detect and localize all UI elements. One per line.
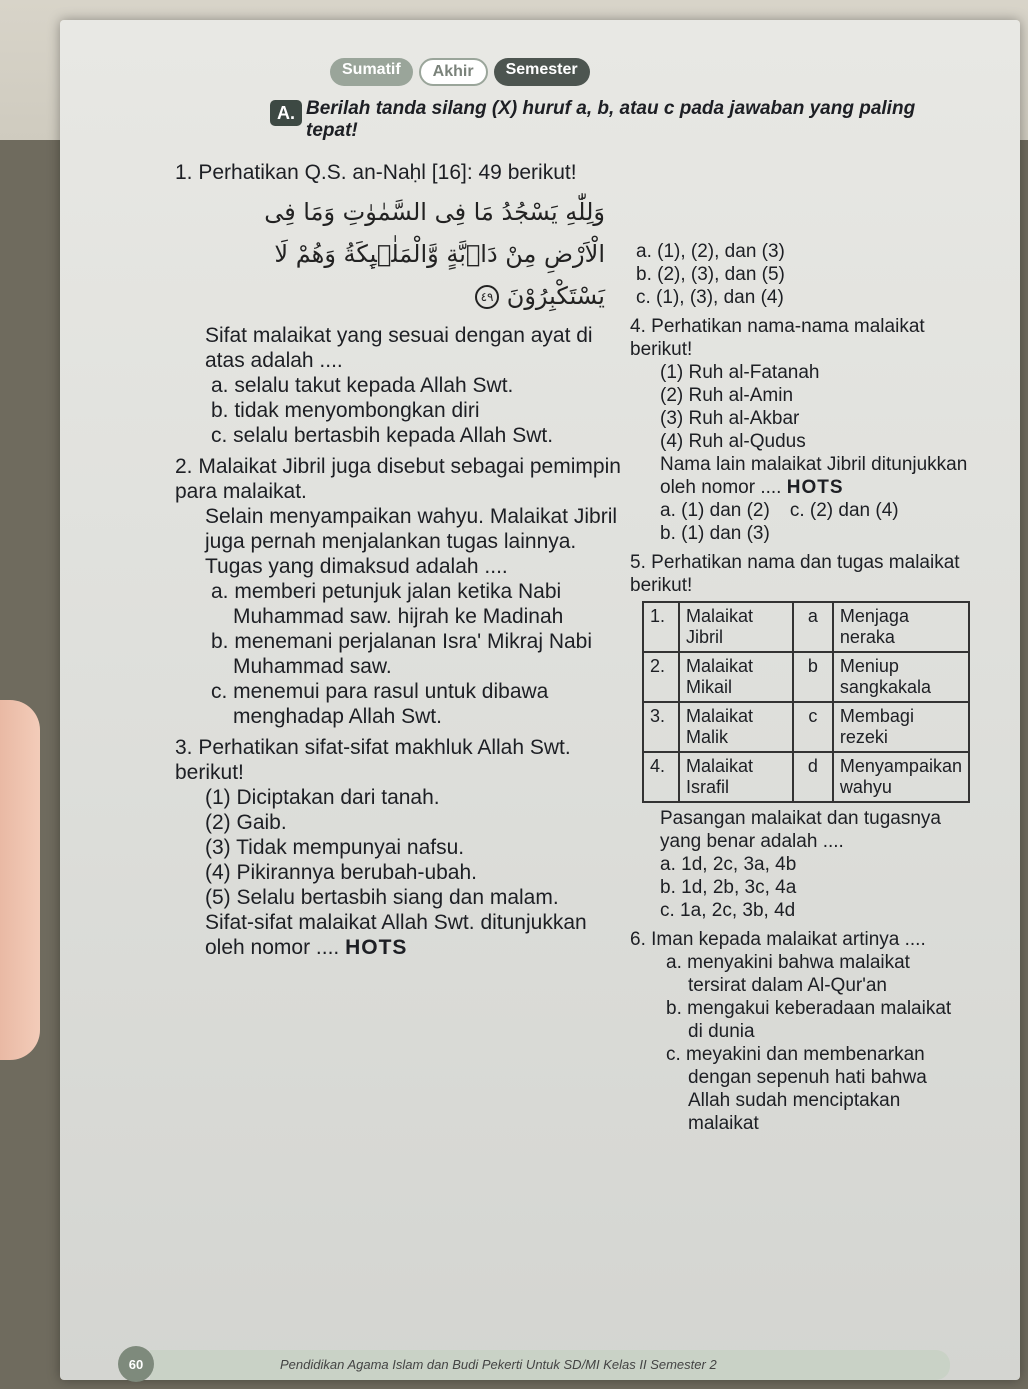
question-3 <box>175 735 625 960</box>
q1-number: 1. <box>175 161 193 184</box>
q4-option-c[interactable]: c. (2) dan (4) <box>789 500 899 521</box>
angel-task: Meniup sangkakala <box>833 652 969 702</box>
page-number: 60 <box>118 1346 154 1382</box>
q3-option-c[interactable]: c. (1), (3), dan (4) <box>636 287 784 308</box>
question-6 <box>630 928 970 1135</box>
row-number: 4. <box>643 752 679 802</box>
q1-option-b[interactable]: b. tidak menyombongkan diri <box>211 399 480 422</box>
footer-text: Pendidikan Agama Islam dan Budi Pekerti Untuk SD/MI Kelas II Semester 2 <box>280 1357 717 1372</box>
section-badge: A. <box>270 100 302 126</box>
header-tab-akhir: Akhir <box>419 58 488 86</box>
arabic-line-3: يَسْتَكْبِرُوْنَ <box>506 282 605 310</box>
q5-option-c[interactable]: c. 1a, 2c, 3b, 4d <box>660 900 796 921</box>
q3-item-3: (3) Tidak mempunyai nafsu. <box>205 836 465 859</box>
row-letter: b <box>793 652 833 702</box>
q3-question: Sifat-sifat malaikat Allah Swt. ditunjukkan oleh nomor .... <box>205 911 587 959</box>
table-row <box>643 602 969 652</box>
q6-option-c[interactable]: c. meyakini dan membenarkan dengan sepenuh hati bahwa Allah sudah menciptakan malaikat <box>666 1044 927 1134</box>
q5-option-a[interactable]: a. 1d, 2c, 3a, 4b <box>660 854 797 875</box>
row-letter: a <box>793 602 833 652</box>
q2-option-a[interactable]: a. memberi petunjuk jalan ketika Nabi Muhammad saw. hijrah ke Madinah <box>211 580 564 628</box>
q3-option-b[interactable]: b. (2), (3), dan (5) <box>636 264 785 285</box>
q2-option-c[interactable]: c. menemui para rasul untuk dibawa menghadap Allah Swt. <box>211 680 549 728</box>
q1-option-c[interactable]: c. selalu bertasbih kepada Allah Swt. <box>211 424 554 447</box>
q2-number: 2. <box>175 455 193 478</box>
row-number: 2. <box>643 652 679 702</box>
angel-task: Menjaga neraka <box>833 602 969 652</box>
q6-number: 6. <box>630 929 646 950</box>
table-row <box>643 702 969 752</box>
q3-item-5: (5) Selalu bertasbih siang dan malam. <box>205 886 559 909</box>
angel-name: Malaikat Jibril <box>679 602 793 652</box>
q1-option-a[interactable]: a. selalu takut kepada Allah Swt. <box>211 374 514 397</box>
q3-stem: Perhatikan sifat-sifat makhluk Allah Swt. berikut! <box>175 736 571 784</box>
q3-item-1: (1) Diciptakan dari tanah. <box>205 786 440 809</box>
question-2 <box>175 454 625 729</box>
q4-hots-badge: HOTS <box>786 477 844 498</box>
q6-option-a[interactable]: a. menyakini bahwa malaikat tersirat dalam Al-Qur'an <box>666 952 910 996</box>
angel-task: Membagi rezeki <box>833 702 969 752</box>
angel-name: Malaikat Israfil <box>679 752 793 802</box>
angel-task: Menyampaikan wahyu <box>833 752 969 802</box>
q2-option-b[interactable]: b. menemani perjalanan Isra' Mikraj Nabi Muhammad saw. <box>211 630 593 678</box>
table-row <box>643 652 969 702</box>
q4-question: Nama lain malaikat Jibril ditunjukkan oleh nomor .... <box>660 454 968 498</box>
q5-matching-table <box>642 601 970 803</box>
q3-number: 3. <box>175 736 193 759</box>
q5-stem: Perhatikan nama dan tugas malaikat berikut! <box>630 552 960 596</box>
page-footer <box>150 1350 950 1380</box>
left-column <box>175 160 625 966</box>
ayah-number-icon: ٤٩ <box>475 285 499 309</box>
question-4 <box>630 315 970 545</box>
question-5 <box>630 551 970 922</box>
q4-item-2: (2) Ruh al-Amin <box>660 385 794 406</box>
q3-item-2: (2) Gaib. <box>205 811 287 834</box>
header-tab-sumatif: Sumatif <box>330 58 413 86</box>
q4-item-3: (3) Ruh al-Akbar <box>660 408 800 429</box>
q2-stem-2: Selain menyampaikan wahyu. Malaikat Jibril juga pernah menjalankan tugas lainnya. <box>205 505 618 553</box>
q5-question: Pasangan malaikat dan tugasnya yang benar adalah .... <box>660 808 941 852</box>
q4-option-a[interactable]: a. (1) dan (2) <box>660 500 770 521</box>
row-letter: c <box>793 702 833 752</box>
q5-number: 5. <box>630 552 646 573</box>
q1-question: Sifat malaikat yang sesuai dengan ayat di atas adalah .... <box>205 324 593 372</box>
arabic-line-1: وَلِلّٰهِ يَسْجُدُ مَا فِى السَّمٰوٰتِ وَمَا فِى <box>264 198 605 226</box>
q4-option-b[interactable]: b. (1) dan (3) <box>660 523 770 544</box>
q1-arabic-verse <box>175 185 625 323</box>
section-instruction: Berilah tanda silang (X) huruf a, b, atau c pada jawaban yang paling tepat! <box>306 98 916 141</box>
q3-option-a[interactable]: a. (1), (2), dan (3) <box>636 241 785 262</box>
table-row <box>643 752 969 802</box>
arabic-line-2: الْاَرْضِ مِنْ دَاۤبَّةٍ وَّالْمَلٰۤىِٕكَةُ وَهُمْ لَا <box>274 240 605 268</box>
angel-name: Malaikat Malik <box>679 702 793 752</box>
q2-question: Tugas yang dimaksud adalah .... <box>205 555 508 578</box>
q4-item-1: (1) Ruh al-Fatanah <box>660 362 820 383</box>
q5-option-b[interactable]: b. 1d, 2b, 3c, 4a <box>660 877 797 898</box>
header-tab-semester: Semester <box>494 58 590 86</box>
angel-name: Malaikat Mikail <box>679 652 793 702</box>
q4-stem: Perhatikan nama-nama malaikat berikut! <box>630 316 925 360</box>
q2-stem-1: Malaikat Jibril juga disebut sebagai pemimpin para malaikat. <box>175 455 621 503</box>
right-column <box>630 240 970 1141</box>
q4-number: 4. <box>630 316 646 337</box>
q3-item-4: (4) Pikirannya berubah-ubah. <box>205 861 477 884</box>
section-header <box>330 58 590 86</box>
q6-option-b[interactable]: b. mengakui keberadaan malaikat di dunia <box>666 998 952 1042</box>
q4-item-4: (4) Ruh al-Qudus <box>660 431 806 452</box>
q3-options <box>630 240 970 309</box>
row-number: 3. <box>643 702 679 752</box>
q6-stem: Iman kepada malaikat artinya .... <box>651 929 926 950</box>
q3-hots-badge: HOTS <box>345 936 408 959</box>
q1-stem: Perhatikan Q.S. an-Naḥl [16]: 49 berikut! <box>198 161 577 184</box>
row-number: 1. <box>643 602 679 652</box>
row-letter: d <box>793 752 833 802</box>
question-1 <box>175 160 625 448</box>
